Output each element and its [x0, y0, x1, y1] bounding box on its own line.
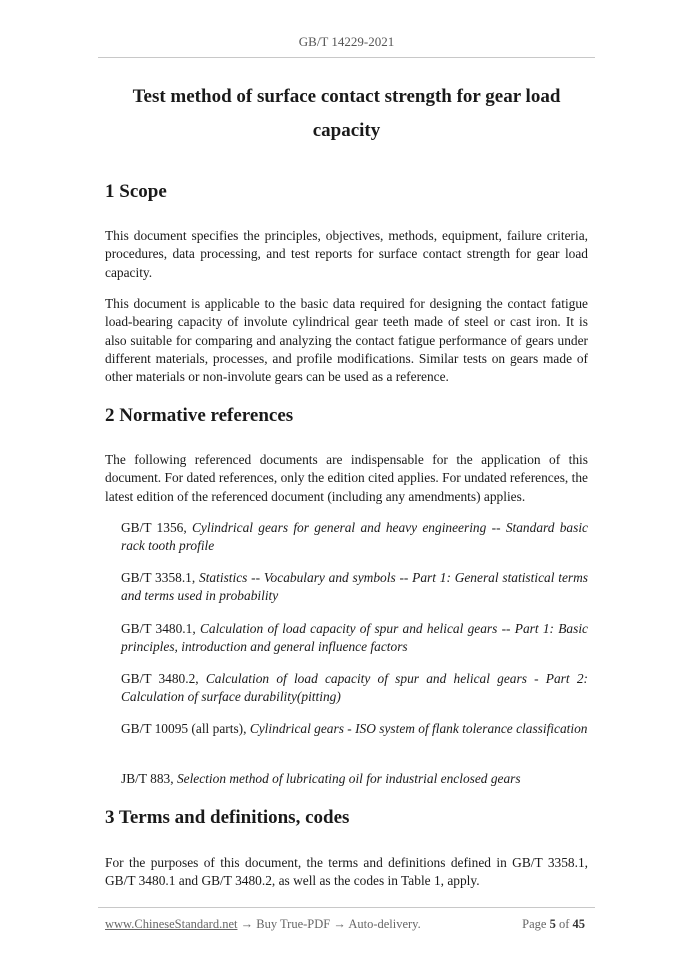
running-header: GB/T 14229-2021: [298, 34, 395, 49]
scope-paragraph-1: This document specifies the principles, objectives, methods, equipment, failure criteria, procedures, data processing, and test reports for surface contact strength for gear load capacity.: [105, 228, 588, 280]
arrow-icon: →: [240, 917, 254, 931]
of-label: of: [558, 917, 570, 931]
section-heading-normative-references: 2 Normative references: [105, 405, 294, 426]
footer-divider: [98, 907, 595, 908]
buy-link[interactable]: Buy True-PDF: [256, 917, 331, 931]
reference-title: Calculation of load capacity of spur and helical gears - Part 2: Calculation of surface durability(pitting): [121, 671, 588, 705]
reference-code: GB/T 10095 (all parts),: [121, 721, 250, 736]
reference-code: GB/T 1356,: [121, 520, 192, 535]
reference-title: Cylindrical gears - ISO system of flank tolerance classification: [249, 721, 588, 736]
reference-item: [121, 519, 588, 556]
section-heading-terms: 3 Terms and definitions, codes: [105, 807, 350, 828]
page-label: Page: [522, 917, 547, 931]
page-number: 5: [549, 917, 556, 931]
delivery-text: Auto-delivery.: [348, 917, 421, 931]
document-title: Test method of surface contact strength for gear load capacity: [132, 86, 561, 141]
footer-links: [105, 917, 421, 932]
arrow-icon: →: [333, 917, 346, 931]
reference-item: [121, 670, 588, 707]
normative-intro: The following referenced documents are indispensable for the application of this document. For dated references, only the edition cited applies. For undated references, the latest edition of the referenced document (including any amendments) applies.: [105, 452, 588, 504]
reference-item: [121, 720, 588, 738]
site-link[interactable]: www.ChineseStandard.net: [105, 917, 238, 931]
reference-code: GB/T 3480.1,: [121, 621, 200, 636]
reference-title: Selection method of lubricating oil for industrial enclosed gears: [176, 771, 521, 786]
page-indicator: [522, 917, 585, 932]
reference-code: JB/T 883,: [121, 771, 177, 786]
reference-code: GB/T 3480.2,: [121, 671, 206, 686]
reference-title: Statistics -- Vocabulary and symbols -- Part 1: General statistical terms and terms used in probability: [121, 570, 588, 604]
reference-code: GB/T 3358.1,: [121, 570, 200, 585]
page-total: 45: [572, 917, 585, 931]
header-divider: [98, 57, 595, 58]
section-heading-scope: 1 Scope: [105, 181, 167, 202]
reference-title: Cylindrical gears for general and heavy engineering -- Standard basic rack tooth profile: [121, 520, 588, 554]
reference-item: [121, 620, 588, 657]
reference-item: [121, 569, 588, 606]
scope-paragraph-2: This document is applicable to the basic data required for designing the contact fatigue load-bearing capacity of involute cylindrical gear teeth made of steel or cast iron. It is also suitable for comparing and analyzing the contact fatigue performance of gears under different materials, processes, and profile modifications. Similar tests on gears made of other materials or non-involute gears can be used as a reference.: [105, 296, 588, 385]
terms-paragraph: For the purposes of this document, the terms and definitions defined in GB/T 3358.1, GB/T 3480.1 and GB/T 3480.2, as well as the codes in Table 1, apply.: [105, 855, 588, 889]
reference-title: Calculation of load capacity of spur and helical gears -- Part 1: Basic principles, introduction and general influence factors: [121, 621, 588, 655]
reference-item: [121, 770, 588, 788]
